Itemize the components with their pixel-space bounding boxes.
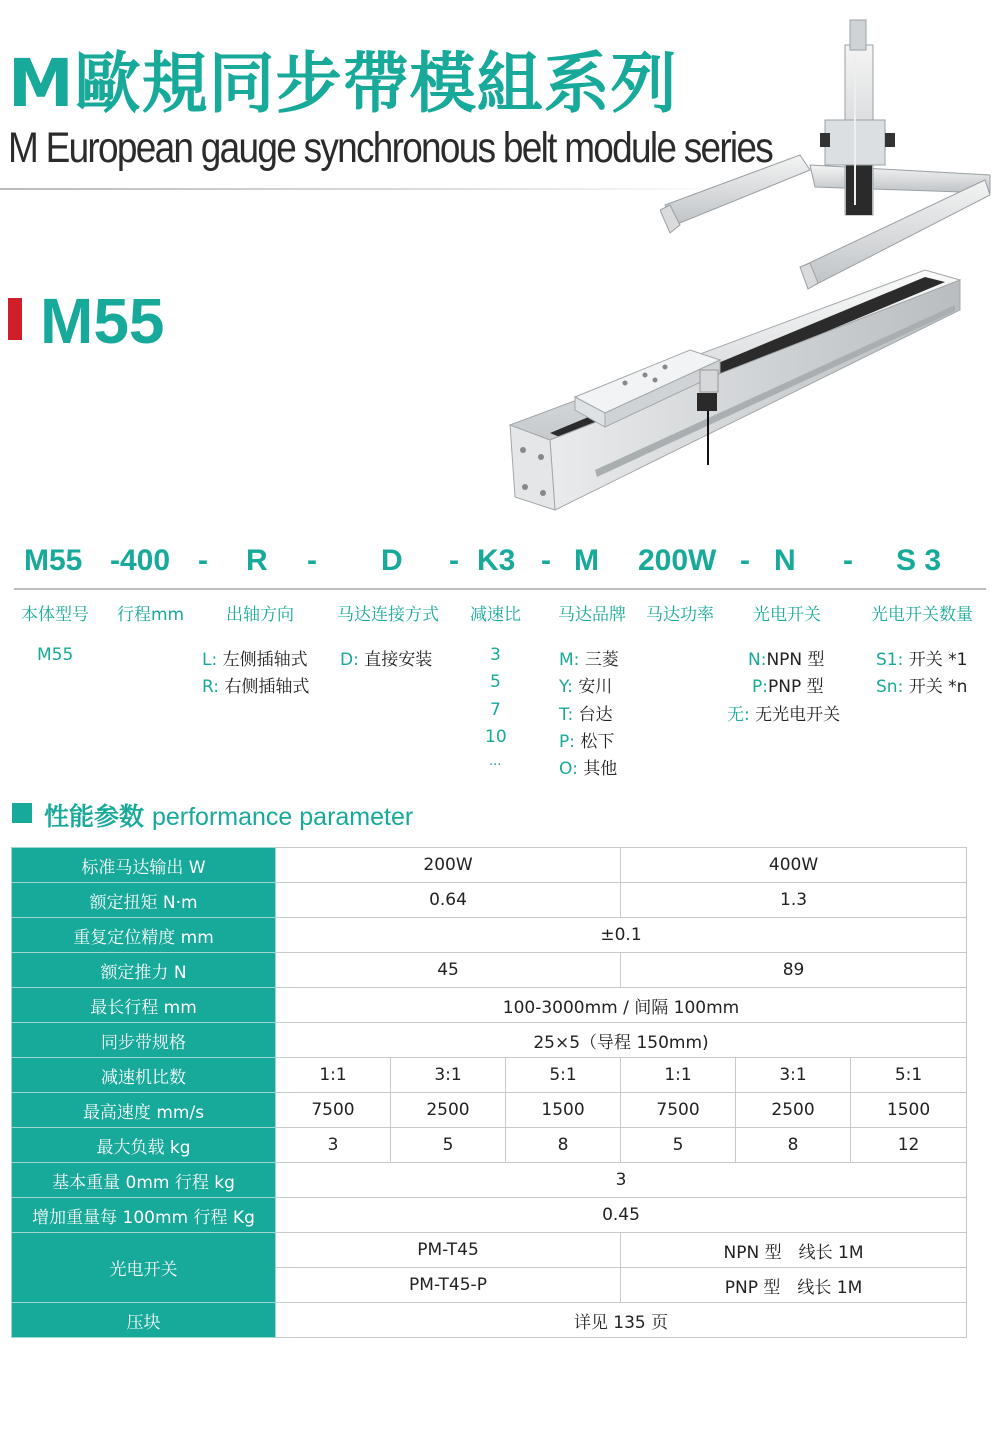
row-label: 标准马达输出 W <box>12 848 276 883</box>
option-value: NPN 型 <box>766 650 825 670</box>
code-separator: - <box>541 544 551 577</box>
option-value: 开关 *n <box>908 677 968 697</box>
table-cell: ±0.1 <box>276 918 967 953</box>
code-body-model: M55 <box>24 544 83 577</box>
page-title-cn: M歐規同步帶模組系列 <box>8 45 678 122</box>
table-cell: 100-3000mm / 间隔 100mm <box>276 988 967 1023</box>
option-key: N: <box>748 650 767 670</box>
table-row <box>12 1128 967 1163</box>
option-key: M: <box>559 650 580 670</box>
option-value: 其他 <box>583 759 618 779</box>
option-switch-count <box>876 672 967 697</box>
option-shaft-left <box>202 645 308 670</box>
model-name: M55 <box>40 285 165 357</box>
option-switch-none <box>727 700 840 725</box>
title-divider <box>0 188 740 190</box>
spec-header-switch-count: 光电开关数量 <box>871 605 973 625</box>
spec-header-switch: 光电开关 <box>753 605 821 625</box>
option-value: 右侧插轴式 <box>224 677 310 697</box>
table-cell: 5:1 <box>506 1058 621 1093</box>
option-value: 松下 <box>580 732 615 752</box>
option-brand <box>559 672 612 697</box>
option-value: 台达 <box>578 705 613 725</box>
code-stroke: -400 <box>110 544 171 577</box>
table-cell: 89 <box>621 953 967 988</box>
spec-header-stroke: 行程mm <box>117 605 185 625</box>
option-key: L: <box>202 650 218 670</box>
table-cell: 7500 <box>621 1093 736 1128</box>
table-cell: 3 <box>276 1128 391 1163</box>
table-row <box>12 918 967 953</box>
row-label: 同步带规格 <box>12 1023 276 1058</box>
spec-header-shaft: 出轴方向 <box>226 605 294 625</box>
section-title-cn: 性能参数 <box>44 802 145 831</box>
spec-header-power: 马达功率 <box>646 605 714 625</box>
table-cell: PNP 型 线长 1M <box>621 1268 967 1303</box>
table-cell: 25×5（导程 150mm) <box>276 1023 967 1058</box>
code-separator: - <box>307 544 317 577</box>
option-brand <box>559 700 613 725</box>
code-separator: - <box>449 544 459 577</box>
table-cell: NPN 型 线长 1M <box>621 1233 967 1268</box>
option-key: 无: <box>727 705 750 725</box>
option-body-model: M55 <box>37 645 74 665</box>
code-divider <box>14 588 986 590</box>
code-shaft: R <box>246 544 268 577</box>
table-cell: 1:1 <box>621 1058 736 1093</box>
option-value: 左侧插轴式 <box>222 650 308 670</box>
table-cell: PM-T45 <box>276 1233 621 1268</box>
model-marker <box>8 298 22 340</box>
option-key: Sn: <box>876 677 904 697</box>
table-cell: 8 <box>506 1128 621 1163</box>
table-cell: 2500 <box>736 1093 851 1128</box>
table-cell: 详见 135 页 <box>276 1303 967 1338</box>
option-value: 开关 *1 <box>908 650 968 670</box>
table-cell: PM-T45-P <box>276 1268 621 1303</box>
row-label: 最大负载 kg <box>12 1128 276 1163</box>
row-label: 基本重量 0mm 行程 kg <box>12 1163 276 1198</box>
table-row <box>12 1233 967 1268</box>
option-switch-pnp <box>752 672 824 697</box>
table-row <box>12 1303 967 1338</box>
table-row <box>12 953 967 988</box>
row-label: 减速机比数 <box>12 1058 276 1093</box>
option-key: T: <box>559 705 574 725</box>
table-cell: 3 <box>276 1163 967 1198</box>
option-value: 无光电开关 <box>755 705 841 725</box>
option-ratio: 3 <box>490 645 501 665</box>
table-row <box>12 1093 967 1128</box>
table-row <box>12 1198 967 1233</box>
option-ratio: 10 <box>485 727 507 747</box>
option-key: P: <box>752 677 768 697</box>
option-switch-npn <box>748 645 825 670</box>
code-switch: N <box>774 544 796 577</box>
table-cell: 2500 <box>391 1093 506 1128</box>
table-cell: 3:1 <box>391 1058 506 1093</box>
table-cell: 200W <box>276 848 621 883</box>
table-cell: 8 <box>736 1128 851 1163</box>
gantry-robot-image <box>660 15 995 290</box>
performance-table <box>11 847 967 1338</box>
table-cell: 1500 <box>506 1093 621 1128</box>
spec-header-connection: 马达连接方式 <box>337 605 439 625</box>
code-separator: - <box>843 544 853 577</box>
option-key: S1: <box>876 650 904 670</box>
option-key: D: <box>340 650 359 670</box>
row-label: 光电开关 <box>12 1233 276 1303</box>
spec-header-ratio: 减速比 <box>470 605 521 625</box>
option-value: 三菱 <box>584 650 619 670</box>
option-connection <box>340 645 432 670</box>
linear-module-image <box>505 265 965 515</box>
row-label: 额定推力 N <box>12 953 276 988</box>
option-switch-count <box>876 645 967 670</box>
option-brand <box>559 645 619 670</box>
option-key: Y: <box>559 677 573 697</box>
page-title-en: M European gauge synchronous belt module series <box>8 124 773 172</box>
table-cell: 45 <box>276 953 621 988</box>
table-cell: 7500 <box>276 1093 391 1128</box>
option-value: PNP 型 <box>767 677 824 697</box>
row-label: 增加重量每 100mm 行程 Kg <box>12 1198 276 1233</box>
row-label: 最高速度 mm/s <box>12 1093 276 1128</box>
table-row <box>12 1163 967 1198</box>
option-ratio: 5 <box>490 672 501 692</box>
table-cell: 5 <box>621 1128 736 1163</box>
code-brand: M <box>574 544 599 577</box>
table-cell: 400W <box>621 848 967 883</box>
table-cell: 1.3 <box>621 883 967 918</box>
code-connection: D <box>381 544 403 577</box>
table-cell: 3:1 <box>736 1058 851 1093</box>
code-power: 200W <box>638 544 717 577</box>
table-cell: 1:1 <box>276 1058 391 1093</box>
option-key: R: <box>202 677 220 697</box>
option-brand <box>559 754 617 779</box>
option-brand <box>559 727 614 752</box>
option-key: P: <box>559 732 575 752</box>
table-cell: 5:1 <box>851 1058 967 1093</box>
table-cell: 0.45 <box>276 1198 967 1233</box>
row-label: 最长行程 mm <box>12 988 276 1023</box>
option-ratio: 7 <box>490 700 501 720</box>
code-separator: - <box>740 544 750 577</box>
table-cell: 5 <box>391 1128 506 1163</box>
spec-header-body-model: 本体型号 <box>21 605 89 625</box>
code-separator: - <box>198 544 208 577</box>
code-ratio: K3 <box>477 544 516 577</box>
table-row <box>12 1058 967 1093</box>
option-value: 安川 <box>578 677 613 697</box>
section-title <box>44 797 413 833</box>
table-cell: 0.64 <box>276 883 621 918</box>
row-label: 重复定位精度 mm <box>12 918 276 953</box>
code-switch-count: S 3 <box>896 544 942 577</box>
option-ratio: ... <box>489 754 502 769</box>
table-cell: 12 <box>851 1128 967 1163</box>
row-label: 压块 <box>12 1303 276 1338</box>
order-code <box>0 544 1000 584</box>
table-row <box>12 883 967 918</box>
option-value: 直接安装 <box>364 650 433 670</box>
section-marker <box>12 803 32 823</box>
row-label: 额定扭矩 N·m <box>12 883 276 918</box>
option-key: O: <box>559 759 578 779</box>
table-row <box>12 1023 967 1058</box>
table-cell: 1500 <box>851 1093 967 1128</box>
table-row <box>12 988 967 1023</box>
spec-header-brand: 马达品牌 <box>558 605 626 625</box>
section-title-en: performance parameter <box>151 803 414 831</box>
table-row <box>12 848 967 883</box>
option-shaft-right <box>202 672 309 697</box>
